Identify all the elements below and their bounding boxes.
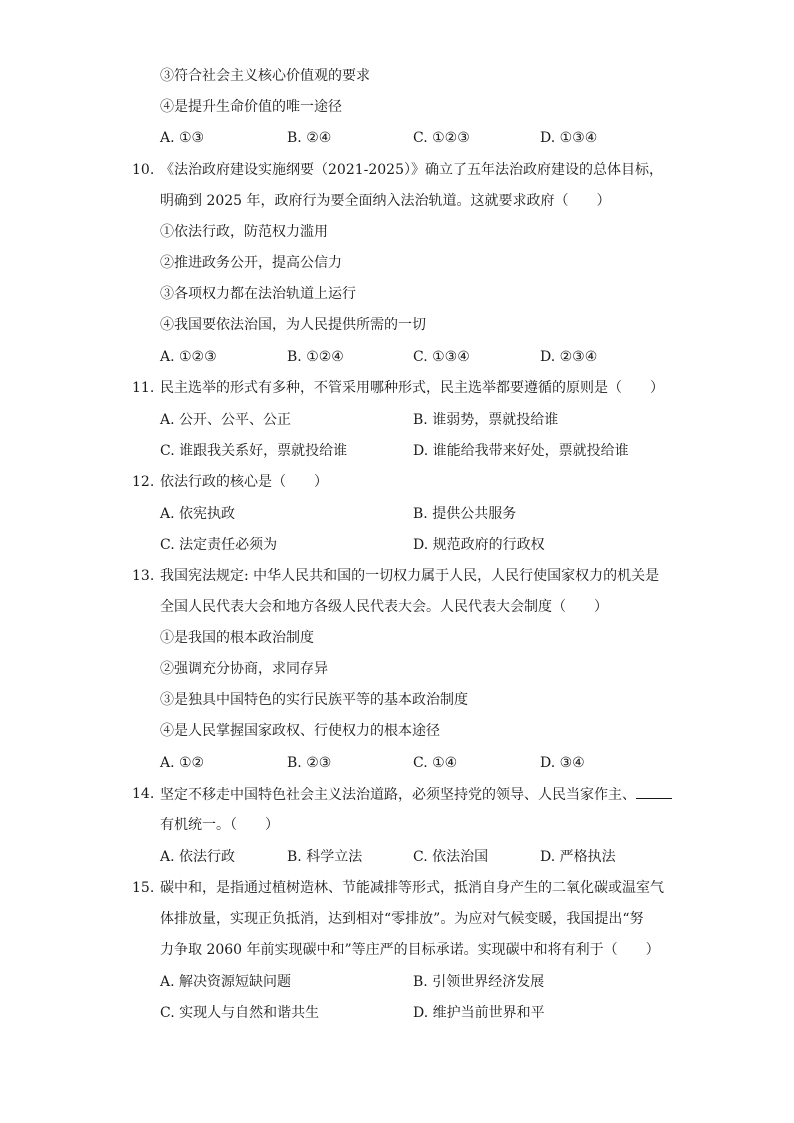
q10-item-3: ③各项权力都在法治轨道上运行	[160, 286, 356, 302]
q11-option-b: B. 谁弱势，票就投给谁	[413, 412, 559, 428]
q10-item-2: ②推进政务公开，提高公信力	[160, 255, 342, 271]
q12-number: 12.	[132, 474, 155, 490]
q14-option-b: B. 科学立法	[287, 849, 363, 865]
q10-option-c: C. ①③④	[413, 349, 470, 365]
q15-stem-line-1: 碳中和，是指通过植树造林、节能减排等形式，抵消自身产生的二氧化碳或温室气	[160, 880, 664, 896]
q14-answer-blank	[636, 784, 672, 799]
q12-option-a: A. 依宪执政	[160, 506, 236, 522]
q9-option-c: C. ①②③	[413, 130, 470, 146]
q10-number: 10.	[132, 162, 155, 178]
q12-option-b: B. 提供公共服务	[413, 506, 517, 522]
q9-option-a: A. ①③	[160, 130, 205, 146]
q9-item-3: ③符合社会主义核心价值观的要求	[160, 68, 370, 84]
q15-stem-line-3: 力争取 2060 年前实现碳中和”等庄严的目标承诺。实现碳中和将有利于（ ）	[160, 942, 660, 958]
q15-stem-line-2: 体排放量，实现正负抵消，达到相对“零排放”。为应对气候变暖，我国提出“努	[160, 911, 644, 927]
q14-stem-line-2: 有机统一。（ ）	[160, 817, 279, 833]
q14-number: 14.	[132, 786, 155, 802]
q13-option-d: D. ③④	[540, 755, 585, 771]
q14-option-d: D. 严格执法	[540, 849, 616, 865]
q10-stem-line-2: 明确到 2025 年，政府行为要全面纳入法治轨道。这就要求政府（ ）	[160, 193, 611, 209]
q9-option-b: B. ②④	[287, 130, 332, 146]
q11-option-a: A. 公开、公平、公正	[160, 412, 292, 428]
q10-item-1: ①依法行政，防范权力滥用	[160, 224, 328, 240]
q14-option-c: C. 依法治国	[413, 849, 489, 865]
q9-item-4: ④是提升生命价值的唯一途径	[160, 99, 342, 115]
q12-option-c: C. 法定责任必须为	[160, 537, 278, 553]
q13-option-a: A. ①②	[160, 755, 205, 771]
q11-option-c: C. 谁跟我关系好，票就投给谁	[160, 443, 348, 459]
q11-stem-line-1: 民主选举的形式有多种，不管采用哪种形式，民主选举都要遵循的原则是（ ）	[160, 380, 664, 396]
q15-option-c: C. 实现人与自然和谐共生	[160, 1005, 320, 1021]
q15-option-b: B. 引领世界经济发展	[413, 974, 545, 990]
q9-option-d: D. ①③④	[540, 130, 598, 146]
q10-stem-line-1: 《法治政府建设实施纲要（2021-2025）》确立了五年法治政府建设的总体目标，	[160, 162, 663, 178]
q14-option-a: A. 依法行政	[160, 849, 236, 865]
q12-option-d: D. 规范政府的行政权	[413, 537, 545, 553]
q13-stem-line-2: 全国人民代表大会和地方各级人民代表大会。人民代表大会制度（ ）	[160, 599, 608, 615]
q15-option-d: D. 维护当前世界和平	[413, 1005, 545, 1021]
q13-option-c: C. ①④	[413, 755, 458, 771]
q10-item-4: ④我国要依法治国，为人民提供所需的一切	[160, 317, 426, 333]
q13-item-3: ③是独具中国特色的实行民族平等的基本政治制度	[160, 692, 468, 708]
q13-number: 13.	[132, 568, 155, 584]
q15-option-a: A. 解决资源短缺问题	[160, 974, 292, 990]
q13-stem-line-1: 我国宪法规定: 中华人民共和国的一切权力属于人民，人民行使国家权力的机关是	[160, 568, 660, 584]
q13-item-1: ①是我国的根本政治制度	[160, 630, 314, 646]
q13-item-2: ②强调充分协商，求同存异	[160, 661, 328, 677]
q14-stem-text: 坚定不移走中国特色社会主义法治道路，必须坚持党的领导、人民当家作主、	[160, 787, 636, 803]
q10-option-b: B. ①②④	[287, 349, 344, 365]
q10-option-a: A. ①②③	[160, 349, 217, 365]
q12-stem-line-1: 依法行政的核心是（ ）	[160, 474, 328, 490]
q13-item-4: ④是人民掌握国家政权、行使权力的根本途径	[160, 723, 440, 739]
q15-number: 15.	[132, 880, 155, 896]
q13-option-b: B. ②③	[287, 755, 332, 771]
q14-stem-line-1	[160, 784, 672, 804]
q11-number: 11.	[132, 380, 155, 396]
q10-option-d: D. ②③④	[540, 349, 598, 365]
q11-option-d: D. 谁能给我带来好处，票就投给谁	[413, 443, 629, 459]
